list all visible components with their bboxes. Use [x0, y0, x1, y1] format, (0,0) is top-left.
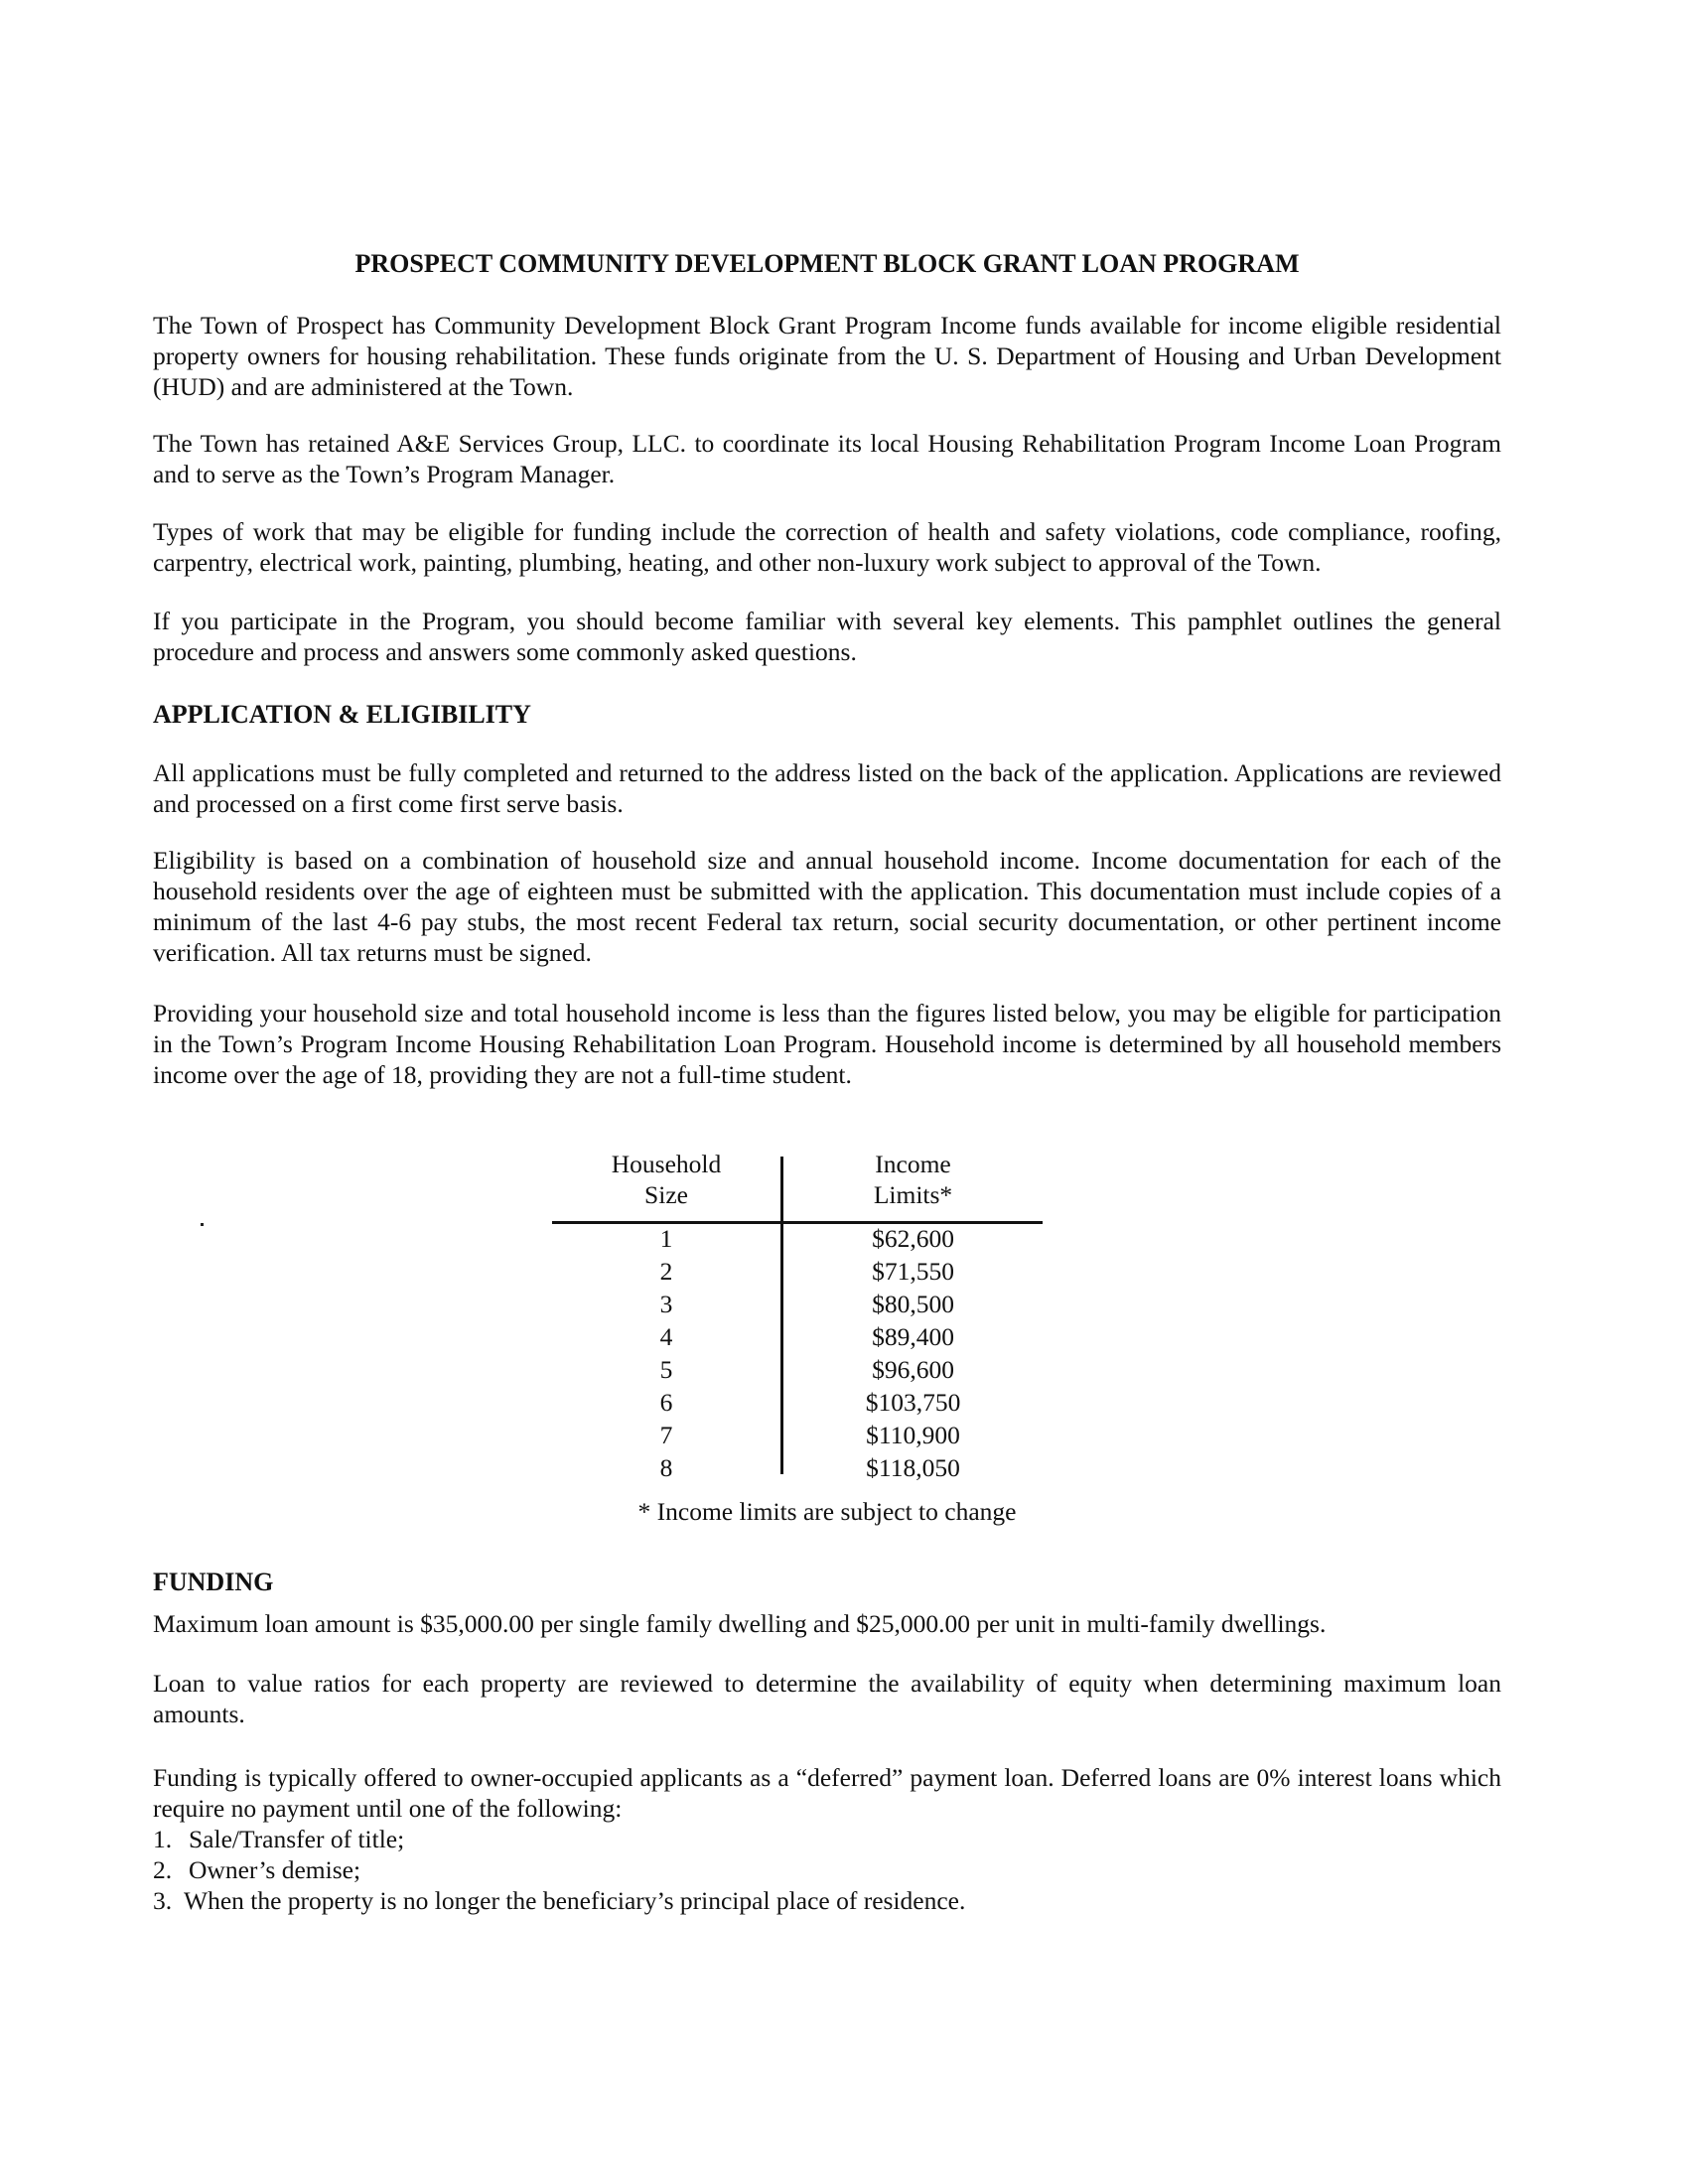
header-line: Size — [644, 1180, 688, 1209]
repayment-trigger-list — [153, 1824, 965, 1916]
list-text: When the property is no longer the beneficiary’s principal place of residence. — [184, 1886, 966, 1915]
funding-paragraph-max-loan: Maximum loan amount is $35,000.00 per single family dwelling and $25,000.00 per unit in multi-family dwellings. — [153, 1609, 1327, 1638]
intro-paragraph-3: Types of work that may be eligible for funding include the correction of health and safety violations, code compliance, roofing, carpentry, electrical work, painting, plumbing, heating, and other non-luxury work subject to approval of the Town. — [153, 517, 1501, 577]
stray-mark — [201, 1223, 204, 1226]
table-cell-limit: $62,600 — [872, 1224, 954, 1253]
funding-paragraph-deferred: Funding is typically offered to owner-occupied applicants as a “deferred” payment loan. Deferred loans are 0% interest loans which require no payment until one of the following: — [153, 1763, 1501, 1823]
table-cell-limit: $103,750 — [865, 1388, 961, 1417]
table-cell-limit: $89,400 — [872, 1322, 954, 1351]
table-cell-size: 6 — [659, 1388, 673, 1417]
table-cell-limit: $110,900 — [866, 1421, 960, 1449]
table-cell-size: 1 — [659, 1224, 673, 1253]
table-cell-limit: $96,600 — [872, 1355, 954, 1384]
intro-paragraph-1: The Town of Prospect has Community Development Block Grant Program Income funds available for income eligible residential property owners for housing rehabilitation. These funds originate from the U. S. Department of Housing and Urban Development (HUD) and are administered at the Town. — [153, 311, 1501, 401]
table-cell-limit: $80,500 — [872, 1290, 954, 1318]
application-paragraph-1: All applications must be fully completed and returned to the address listed on the back of the application. Applications are reviewed and processed on a first come first serve basis. — [153, 758, 1501, 818]
table-cell-size: 8 — [659, 1453, 673, 1482]
table-cell-limit: $118,050 — [866, 1453, 960, 1482]
table-header-income-limits — [783, 1149, 1043, 1210]
list-item — [153, 1885, 965, 1916]
table-cell-size: 4 — [659, 1322, 673, 1351]
section-heading-application-eligibility: APPLICATION & ELIGIBILITY — [153, 700, 531, 729]
list-text: Owner’s demise; — [189, 1855, 361, 1884]
table-cell-size: 3 — [659, 1290, 673, 1318]
list-number: 1. — [153, 1825, 173, 1853]
list-text: Sale/Transfer of title; — [189, 1825, 405, 1853]
income-eligibility-paragraph: Providing your household size and total household income is less than the figures listed below, you may be eligible for participation in the Town’s Program Income Housing Rehabilitation Loan Program. Household income is determined by all household members income over the age of 18, providing they are not a full-time student. — [153, 999, 1501, 1089]
header-line: Income — [875, 1150, 951, 1178]
list-number: 3. — [153, 1886, 173, 1915]
table-cell-limit: $71,550 — [872, 1257, 954, 1286]
eligibility-paragraph: Eligibility is based on a combination of household size and annual household income. Income documentation for each of the household residents over the age of eighteen must be submitted with the application. This documentation must include copies of a minimum of the last 4-6 pay stubs, the most recent Federal tax return, social security documentation, or other pertinent income verification. All tax returns must be signed. — [153, 846, 1501, 967]
list-item — [153, 1824, 965, 1854]
list-item — [153, 1854, 965, 1885]
table-cell-size: 5 — [659, 1355, 673, 1384]
list-number: 2. — [153, 1855, 173, 1884]
income-limit-column — [783, 1222, 1043, 1484]
household-size-column — [552, 1222, 780, 1484]
table-cell-size: 7 — [659, 1421, 673, 1449]
intro-paragraph-4: If you participate in the Program, you should become familiar with several key elements. This pamphlet outlines the general procedure and process and answers some commonly asked questions. — [153, 607, 1501, 666]
section-heading-funding: FUNDING — [153, 1568, 274, 1596]
header-line: Limits* — [873, 1180, 953, 1209]
funding-paragraph-ltv: Loan to value ratios for each property are reviewed to determine the availability of equity when determining maximum loan amounts. — [153, 1669, 1501, 1728]
table-header-household-size — [552, 1149, 780, 1210]
table-cell-size: 2 — [659, 1257, 673, 1286]
income-limits-footnote: * Income limits are subject to change — [637, 1497, 1017, 1526]
page-title: PROSPECT COMMUNITY DEVELOPMENT BLOCK GRANT LOAN PROGRAM — [354, 249, 1300, 278]
intro-paragraph-2: The Town has retained A&E Services Group, LLC. to coordinate its local Housing Rehabilitation Program Income Loan Program and to serve as the Town’s Program Manager. — [153, 429, 1501, 488]
header-line: Household — [611, 1150, 722, 1178]
